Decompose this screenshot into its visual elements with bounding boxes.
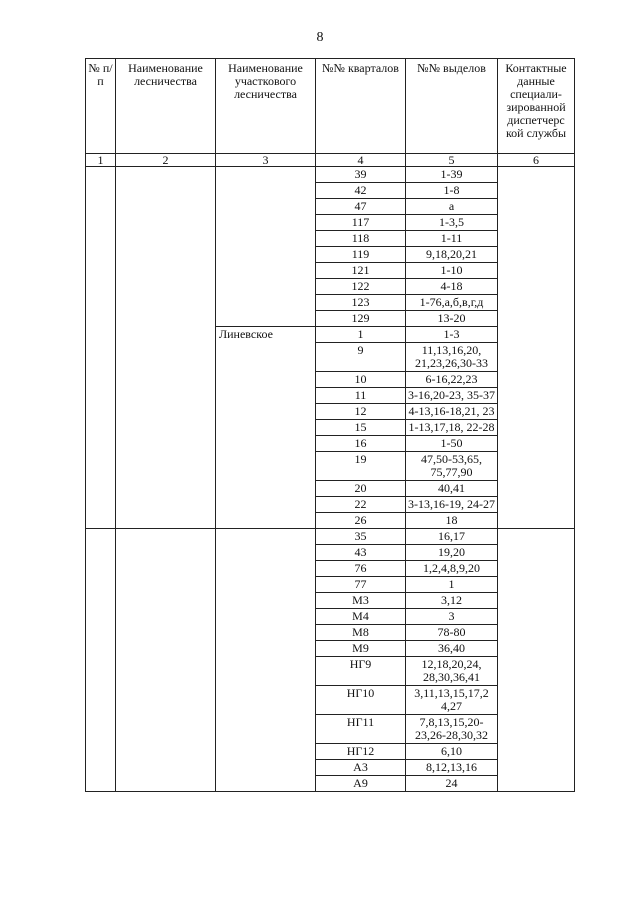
column-number: 6 <box>498 154 575 167</box>
kvartal-cell: 122 <box>316 279 406 295</box>
vydely-cell: 1-8 <box>406 183 498 199</box>
vydely-cell: 3-13,16-19, 24-27 <box>406 497 498 513</box>
kvartal-cell: А9 <box>316 776 406 792</box>
page-number: 8 <box>316 30 324 45</box>
vydely-cell: 4-18 <box>406 279 498 295</box>
column-number: 3 <box>216 154 316 167</box>
kvartal-cell: А3 <box>316 760 406 776</box>
kvartal-cell: М8 <box>316 625 406 641</box>
kvartal-cell: 15 <box>316 420 406 436</box>
column-number: 5 <box>406 154 498 167</box>
kvartal-cell: 77 <box>316 577 406 593</box>
vydely-cell: 3,12 <box>406 593 498 609</box>
forestry-name-cell <box>116 529 216 792</box>
vydely-cell: 9,18,20,21 <box>406 247 498 263</box>
vydely-cell: а <box>406 199 498 215</box>
kvartal-cell: 22 <box>316 497 406 513</box>
vydely-cell: 12,18,20,24, 28,30,36,41 <box>406 657 498 686</box>
vydely-cell: 1-76,а,б,в,г,д <box>406 295 498 311</box>
header-cell: Контактные данные специали-зированной диспетчерс кой службы <box>498 59 575 154</box>
vydely-cell: 40,41 <box>406 481 498 497</box>
vydely-cell: 1,2,4,8,9,20 <box>406 561 498 577</box>
vydely-cell: 4-13,16-18,21, 23 <box>406 404 498 420</box>
vydely-cell: 13-20 <box>406 311 498 327</box>
column-number: 4 <box>316 154 406 167</box>
kvartal-cell: 39 <box>316 167 406 183</box>
vydely-cell: 3 <box>406 609 498 625</box>
header-cell: Наименование участкового лесничества <box>216 59 316 154</box>
vydely-cell: 1-3,5 <box>406 215 498 231</box>
kvartal-cell: 26 <box>316 513 406 529</box>
vydely-cell: 1-10 <box>406 263 498 279</box>
header-row <box>86 59 575 154</box>
kvartal-cell: 11 <box>316 388 406 404</box>
vydely-cell: 3,11,13,15,17,2 4,27 <box>406 686 498 715</box>
header-cell: №№ выделов <box>406 59 498 154</box>
vydely-cell: 1-50 <box>406 436 498 452</box>
kvartal-cell: 19 <box>316 452 406 481</box>
vydely-cell: 1-39 <box>406 167 498 183</box>
kvartal-cell: 35 <box>316 529 406 545</box>
kvartal-cell: 42 <box>316 183 406 199</box>
table-body <box>86 167 575 792</box>
kvartal-cell: НГ12 <box>316 744 406 760</box>
vydely-cell: 1-13,17,18, 22-28 <box>406 420 498 436</box>
vydely-cell: 8,12,13,16 <box>406 760 498 776</box>
column-number: 2 <box>116 154 216 167</box>
subforestry-name-cell <box>216 529 316 792</box>
kvartal-cell: 9 <box>316 343 406 372</box>
kvartal-cell: 129 <box>316 311 406 327</box>
table-row <box>86 529 575 545</box>
vydely-cell: 11,13,16,20, 21,23,26,30-33 <box>406 343 498 372</box>
kvartal-cell: 123 <box>316 295 406 311</box>
vydely-cell: 18 <box>406 513 498 529</box>
kvartal-cell: 16 <box>316 436 406 452</box>
header-cell: №№ кварталов <box>316 59 406 154</box>
contact-cell <box>498 167 575 529</box>
vydely-cell: 1 <box>406 577 498 593</box>
kvartal-cell: 43 <box>316 545 406 561</box>
table-row <box>86 167 575 183</box>
vydely-cell: 7,8,13,15,20- 23,26-28,30,32 <box>406 715 498 744</box>
vydely-cell: 16,17 <box>406 529 498 545</box>
kvartal-cell: 12 <box>316 404 406 420</box>
header-cell: № п/п <box>86 59 116 154</box>
vydely-cell: 19,20 <box>406 545 498 561</box>
kvartal-cell: 10 <box>316 372 406 388</box>
column-number: 1 <box>86 154 116 167</box>
group-number-cell <box>86 529 116 792</box>
kvartal-cell: 47 <box>316 199 406 215</box>
kvartal-cell: 1 <box>316 327 406 343</box>
kvartal-cell: 118 <box>316 231 406 247</box>
kvartal-cell: 121 <box>316 263 406 279</box>
vydely-cell: 6-16,22,23 <box>406 372 498 388</box>
vydely-cell: 78-80 <box>406 625 498 641</box>
vydely-cell: 47,50-53,65, 75,77,90 <box>406 452 498 481</box>
vydely-cell: 36,40 <box>406 641 498 657</box>
kvartal-cell: НГ10 <box>316 686 406 715</box>
kvartal-cell: 119 <box>316 247 406 263</box>
kvartal-cell: М3 <box>316 593 406 609</box>
forestry-table <box>85 58 575 792</box>
group-number-cell <box>86 167 116 529</box>
subforestry-name-cell: Линевское <box>216 327 316 529</box>
vydely-cell: 3-16,20-23, 35-37 <box>406 388 498 404</box>
forestry-name-cell <box>116 167 216 529</box>
kvartal-cell: НГ11 <box>316 715 406 744</box>
vydely-cell: 24 <box>406 776 498 792</box>
vydely-cell: 1-11 <box>406 231 498 247</box>
subforestry-name-cell <box>216 167 316 327</box>
kvartal-cell: 76 <box>316 561 406 577</box>
header-cell: Наименование лесничества <box>116 59 216 154</box>
kvartal-cell: М4 <box>316 609 406 625</box>
vydely-cell: 6,10 <box>406 744 498 760</box>
contact-cell <box>498 529 575 792</box>
kvartal-cell: 20 <box>316 481 406 497</box>
kvartal-cell: 117 <box>316 215 406 231</box>
column-number-row <box>86 154 575 167</box>
vydely-cell: 1-3 <box>406 327 498 343</box>
kvartal-cell: М9 <box>316 641 406 657</box>
kvartal-cell: НГ9 <box>316 657 406 686</box>
